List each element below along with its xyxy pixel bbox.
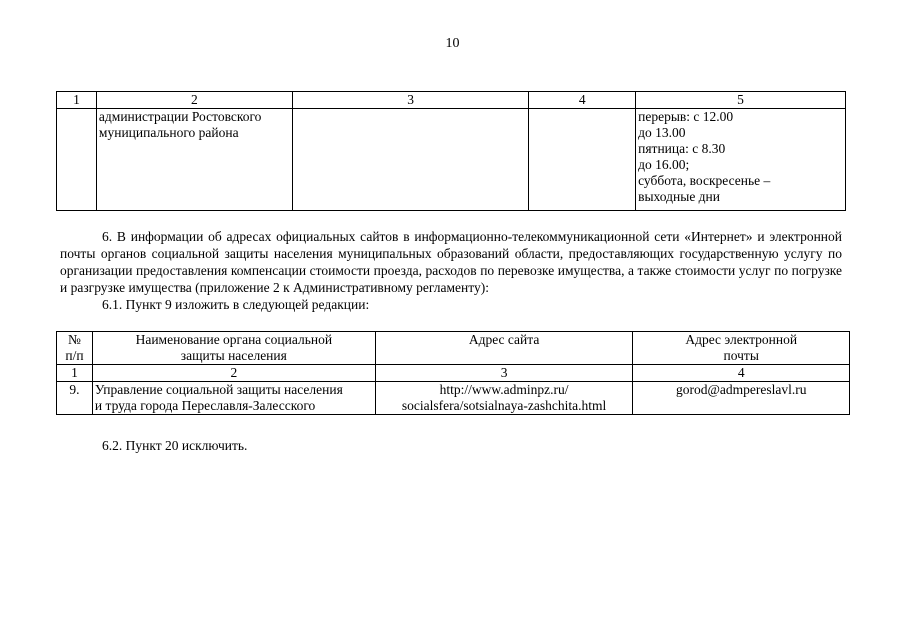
schedule-cell: перерыв: с 12.00 до 13.00 пятница: с 8.30 до 16.00; суббота, воскресенье – выходные дни [636,109,846,211]
organization-header: Наименование органа социальной защиты населения [92,332,375,365]
column-number: 5 [636,92,846,109]
row-number: 9. [57,382,93,415]
site-link[interactable]: http://www.adminpz.ru/ socialsfera/sotsialnaya-zashchita.html [375,382,633,415]
page-number: 10 [445,36,460,51]
column-number: 3 [375,365,633,382]
column-number: 1 [57,92,97,109]
empty-cell [57,109,97,211]
column-number: 4 [529,92,636,109]
paragraph-6: 6. В информации об адресах официальных сайтов в информационно-телекоммуникационной сети «Интернет» и электронной почты органов социальной защиты населения муниципальных образований области, предоставляющих государственную услугу по организации предоставления компенсации стоимости проезда, расходов по перевозке имущества, а также стоимости услуг по погрузке и разгрузке имущества (приложение 2 к Административному регламенту): [60,229,842,295]
table-row [57,382,850,415]
organization-cell: администрации Ростовского муниципального района [96,109,292,211]
organization-cell: Управление социальной защиты населения и труда города Переславля-Залесского [92,382,375,415]
table-row [57,109,846,211]
table-header-row [57,92,846,109]
column-number: 3 [292,92,528,109]
paragraph-6-2: 6.2. Пункт 20 исключить. [102,438,248,453]
empty-cell [529,109,636,211]
schedule-table [56,91,846,211]
number-header: № п/п [57,332,93,365]
table-header-row [57,332,850,365]
paragraph-6-1: 6.1. Пункт 9 изложить в следующей редакции: [102,297,370,312]
websites-table [56,331,850,415]
column-number: 2 [92,365,375,382]
empty-cell [292,109,528,211]
site-header: Адрес сайта [375,332,633,365]
column-number: 1 [57,365,93,382]
column-number: 2 [96,92,292,109]
email-link[interactable]: gorod@admpereslavl.ru [633,382,850,415]
column-number: 4 [633,365,850,382]
column-numbers-row [57,365,850,382]
email-header: Адрес электронной почты [633,332,850,365]
